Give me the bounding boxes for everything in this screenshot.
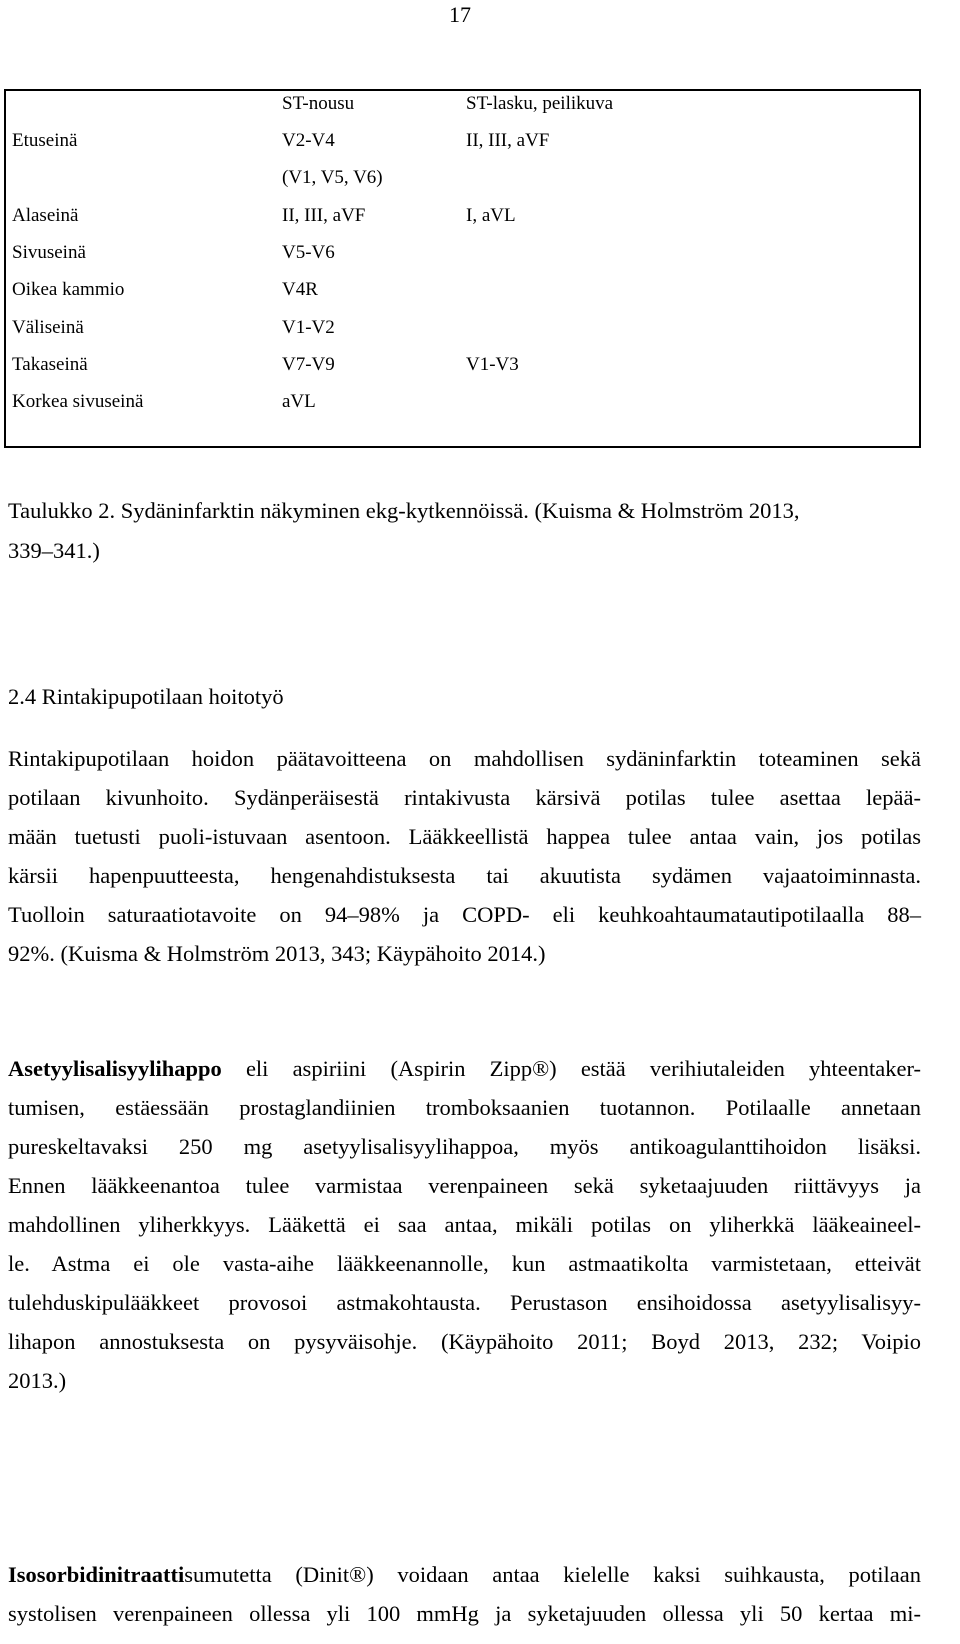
paragraph-line: tulehduskipulääkkeet provosoi astmakohtausta. Perustason ensihoidossa asetyylisalisyy- xyxy=(8,1290,921,1315)
table-cell: V1-V3 xyxy=(466,354,519,375)
paragraph-line: mään tuetusti puoli-istuvaan asentoon. Lääkkeellistä happea tulee antaa vain, jos potilas xyxy=(8,824,921,849)
paragraph-line-rest: eli aspiriini (Aspirin Zipp®) estää verihiutaleiden yhteentaker- xyxy=(221,1056,921,1081)
table-row xyxy=(6,309,919,347)
paragraph-line: 92%. (Kuisma & Holmström 2013, 343; Käypähoito 2014.) xyxy=(8,941,546,966)
paragraph-line: 2013.) xyxy=(8,1368,67,1393)
caption-line: Taulukko 2. Sydäninfarktin näkyminen ekg-kytkennöissä. (Kuisma & Holmström 2013, xyxy=(8,498,800,523)
table-caption xyxy=(8,491,960,571)
table-cell: Sivuseinä xyxy=(12,242,86,263)
table-row xyxy=(6,383,919,421)
table-cell: V2-V4 xyxy=(282,130,335,151)
table-row xyxy=(6,159,919,197)
table-row xyxy=(6,346,919,384)
table-row xyxy=(6,197,919,235)
ekg-localization-table xyxy=(4,89,921,448)
table-cell: V1-V2 xyxy=(282,317,335,338)
table-cell: V4R xyxy=(282,279,318,300)
paragraph-line: tumisen, estäessään prostaglandiinien tromboksaanien tuotannon. Potilaalle annetaan xyxy=(8,1095,921,1120)
paragraph-line xyxy=(8,1049,921,1088)
table-cell: II, III, aVF xyxy=(282,205,366,226)
table-cell: Väliseinä xyxy=(12,317,84,338)
table-cell: V5-V6 xyxy=(282,242,335,263)
table-row xyxy=(6,234,919,272)
paragraph-line: Tuolloin saturaatiotavoite on 94–98% ja COPD- eli keuhkoahtaumatautipotilaalla 88– xyxy=(8,902,921,927)
paragraph-line: mahdollinen yliherkkyys. Lääkettä ei saa antaa, mikäli potilas on yliherkkä lääkeaineel- xyxy=(8,1212,921,1237)
paragraph-line xyxy=(8,1555,921,1594)
paragraph-aspirin xyxy=(8,1049,921,1400)
table-cell: Etuseinä xyxy=(12,130,78,151)
drug-term: Asetyylisalisyylihappo xyxy=(8,1056,222,1081)
paragraph-line: le. Astma ei ole vasta-aihe lääkkeenannolle, kun astmaatikolta varmistetaan, etteivät xyxy=(8,1251,921,1276)
table-cell: I, aVL xyxy=(466,205,516,226)
table-cell: Korkea sivuseinä xyxy=(12,391,144,412)
caption-line: 339–341.) xyxy=(8,538,100,563)
table-cell: II, III, aVF xyxy=(466,130,550,151)
table-header-row xyxy=(6,85,919,123)
page-number: 17 xyxy=(449,2,471,27)
table-cell: aVL xyxy=(282,391,316,412)
paragraph-line: lihapon annostuksesta on pysyväisohje. (Käypähoito 2011; Boyd 2013, 232; Voipio xyxy=(8,1329,921,1354)
table-row xyxy=(6,122,919,160)
table-cell: Alaseinä xyxy=(12,205,79,226)
table-cell: (V1, V5, V6) xyxy=(282,167,383,188)
table-cell: Oikea kammio xyxy=(12,279,125,300)
section-heading: 2.4 Rintakipupotilaan hoitotyö xyxy=(8,684,284,709)
table-header-cell: ST-nousu xyxy=(282,93,355,114)
paragraph-line: Ennen lääkkeenantoa tulee varmistaa verenpaineen sekä syketaajuuden riittävyys ja xyxy=(8,1173,921,1198)
table-row xyxy=(6,271,919,309)
table-cell: Takaseinä xyxy=(12,354,88,375)
table-header-cell: ST-lasku, peilikuva xyxy=(466,93,614,114)
paragraph-oxygen xyxy=(8,739,921,973)
table-cell: V7-V9 xyxy=(282,354,335,375)
paragraph-line: kärsii hapenpuutteesta, hengenahdistuksesta tai akuutista sydämen vajaatoiminnasta. xyxy=(8,863,921,888)
drug-term: Isosorbidinitraatti xyxy=(8,1562,185,1587)
paragraph-line: systolisen verenpaineen ollessa yli 100 mmHg ja syketajuuden ollessa yli 50 kertaa mi- xyxy=(8,1601,921,1626)
paragraph-line-rest: sumutetta (Dinit®) voidaan antaa kielelle kaksi suihkausta, potilaan xyxy=(184,1562,921,1587)
paragraph-line: potilaan kivunhoito. Sydänperäisestä rintakivusta kärsivä potilas tulee asettaa lepää- xyxy=(8,785,921,810)
paragraph-line: pureskeltavaksi 250 mg asetyylisalisyylihappoa, myös antikoagulanttihoidon lisäksi. xyxy=(8,1134,921,1159)
paragraph-line: Rintakipupotilaan hoidon päätavoitteena on mahdollisen sydäninfarktin toteaminen sekä xyxy=(8,746,921,771)
paragraph-isosorbide xyxy=(8,1555,921,1633)
